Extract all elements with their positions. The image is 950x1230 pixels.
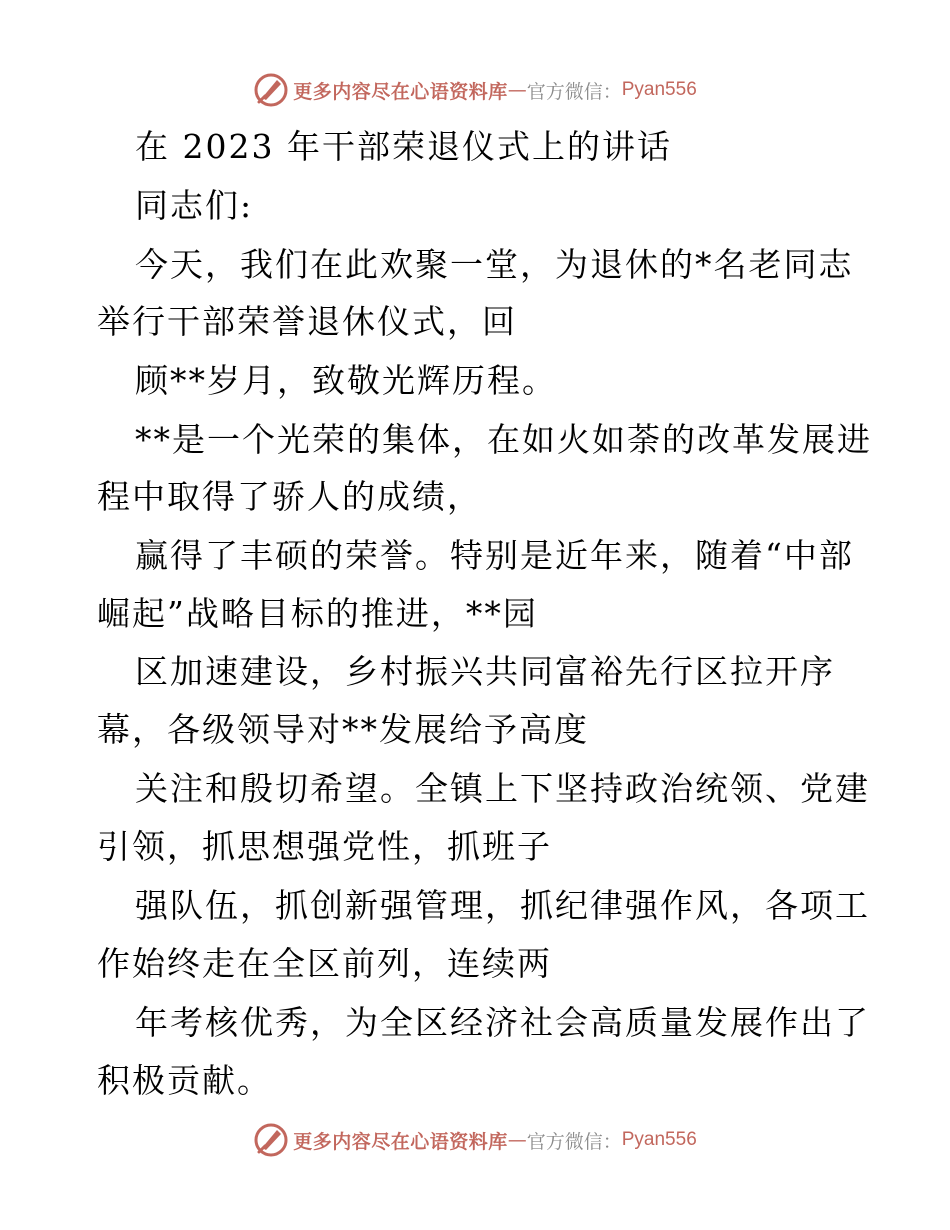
watermark-banner-top (0, 70, 950, 110)
paragraph-line: 作始终走在全区前列，连续两 (97, 944, 552, 983)
paragraph-line: 顾**岁月，致敬光辉历程。 (135, 361, 557, 400)
paragraph-line: 引领，抓思想强党性，抓班子 (97, 827, 552, 866)
paragraph-line: 年考核优秀，为全区经济社会高质量发展作出了 (135, 1003, 870, 1042)
paragraph-line: 积极贡献。 (97, 1061, 272, 1100)
watermark-wechat-id: Pyan556 (621, 79, 697, 100)
watermark-wechat-label: 官方微信： (526, 1130, 622, 1153)
paragraph-line: **是一个光荣的集体，在如火如荼的改革发展进 (135, 420, 872, 459)
watermark-dash: — (507, 1129, 527, 1151)
paragraph-line: 程中取得了骄人的成绩， (97, 477, 482, 516)
paragraph-line: 今天，我们在此欢聚一堂，为退休的*名老同志 (135, 245, 854, 284)
watermark-wechat-id: Pyan556 (621, 1129, 697, 1150)
paragraph-line: 举行干部荣誉退休仪式，回 (97, 302, 517, 341)
watermark-dash: — (507, 79, 527, 101)
document-title: 在 2023 年干部荣退仪式上的讲话 (135, 127, 672, 166)
watermark-banner-bottom (0, 1120, 950, 1160)
watermark-main-text: 更多内容尽在心语资料库 (293, 1130, 508, 1153)
salutation: 同志们: (135, 186, 254, 225)
quill-seal-icon (253, 1122, 289, 1158)
paragraph-line: 赢得了丰硕的荣誉。特别是近年来，随着“中部 (135, 536, 854, 575)
paragraph-line: 关注和殷切希望。全镇上下坚持政治统领、党建 (135, 769, 870, 808)
watermark-main-text: 更多内容尽在心语资料库 (293, 80, 508, 103)
paragraph-line: 区加速建设，乡村振兴共同富裕先行区拉开序 (135, 652, 835, 691)
paragraph-line: 崛起”战略目标的推进，**园 (97, 594, 538, 633)
paragraph-line: 强队伍，抓创新强管理，抓纪律强作风，各项工 (135, 886, 870, 925)
paragraph-line: 幕，各级领导对**发展给予高度 (97, 710, 589, 749)
watermark-wechat-label: 官方微信： (526, 80, 622, 103)
quill-seal-icon (253, 72, 289, 108)
